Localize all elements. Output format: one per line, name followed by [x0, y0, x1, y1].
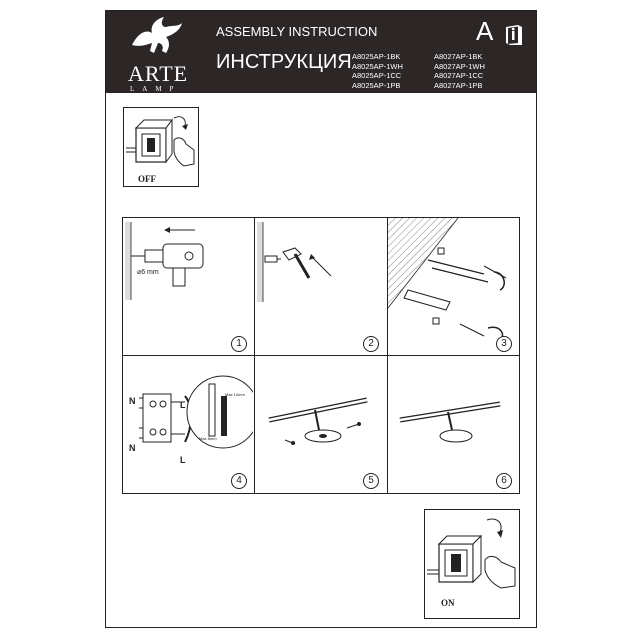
switch-hand-icon — [124, 110, 198, 174]
step-5-panel — [255, 356, 387, 493]
step-1-panel — [123, 218, 254, 355]
wire-label-n: N — [129, 443, 136, 453]
wire-label-l: L — [180, 455, 186, 465]
step-number: 1 — [231, 336, 247, 352]
hammer-icon — [257, 222, 377, 312]
title-russian: ИНСТРУКЦИЯ — [216, 51, 352, 73]
switch-off-caption: OFF — [138, 174, 156, 184]
model-list-1 — [352, 52, 403, 90]
model-code: A8027AP-1PB — [434, 80, 483, 90]
strip-length-label: Max 8mm — [199, 436, 217, 441]
steps-grid — [122, 217, 520, 494]
wire-label-l: L — [180, 400, 186, 410]
step-4-panel — [123, 356, 254, 493]
instruction-sheet — [105, 10, 537, 628]
header-bar — [106, 11, 536, 93]
wiring-diagram-icon — [123, 356, 253, 486]
step-3-panel — [388, 218, 519, 355]
model-code: A8025AP-1WH — [352, 61, 403, 71]
lamp-icon — [388, 356, 518, 446]
switch-on-caption: ON — [441, 598, 455, 608]
bird-logo-icon — [126, 15, 186, 59]
step-number: 4 — [231, 473, 247, 489]
step-number: 6 — [496, 473, 512, 489]
step-6-panel — [388, 356, 519, 493]
switch-hand-icon — [425, 514, 519, 594]
wall-bracket-icon — [388, 218, 519, 355]
brand-name: ARTE — [128, 61, 189, 86]
strip-length-label: Max 10mm — [225, 392, 245, 397]
brand-subtitle: LAMP — [130, 85, 182, 93]
model-code: A8027AP-1WH — [434, 61, 485, 71]
wire-label-n: N — [129, 396, 136, 406]
drill-size-label: ⌀6 mm — [137, 269, 159, 276]
step-number: 3 — [496, 336, 512, 352]
model-code: A8025AP-1CC — [352, 71, 402, 80]
step-number: 5 — [363, 473, 379, 489]
switch-on-panel — [424, 509, 520, 619]
model-list-2 — [434, 52, 485, 90]
instruction-letter: A — [476, 16, 494, 46]
model-code: A8027AP-1CC — [434, 71, 484, 80]
drill-icon — [125, 222, 245, 302]
step-2-panel — [255, 218, 387, 355]
model-code: A8025AP-1BK — [352, 52, 401, 61]
step-number: 2 — [363, 336, 379, 352]
lamp-icon — [255, 356, 385, 446]
model-code: A8025AP-1PB — [352, 80, 401, 90]
brand-logo — [116, 15, 196, 91]
title-english: ASSEMBLY INSTRUCTION — [216, 24, 378, 39]
switch-off-panel — [123, 107, 199, 187]
book-info-icon — [504, 24, 524, 46]
model-code: A8027AP-1BK — [434, 52, 483, 61]
